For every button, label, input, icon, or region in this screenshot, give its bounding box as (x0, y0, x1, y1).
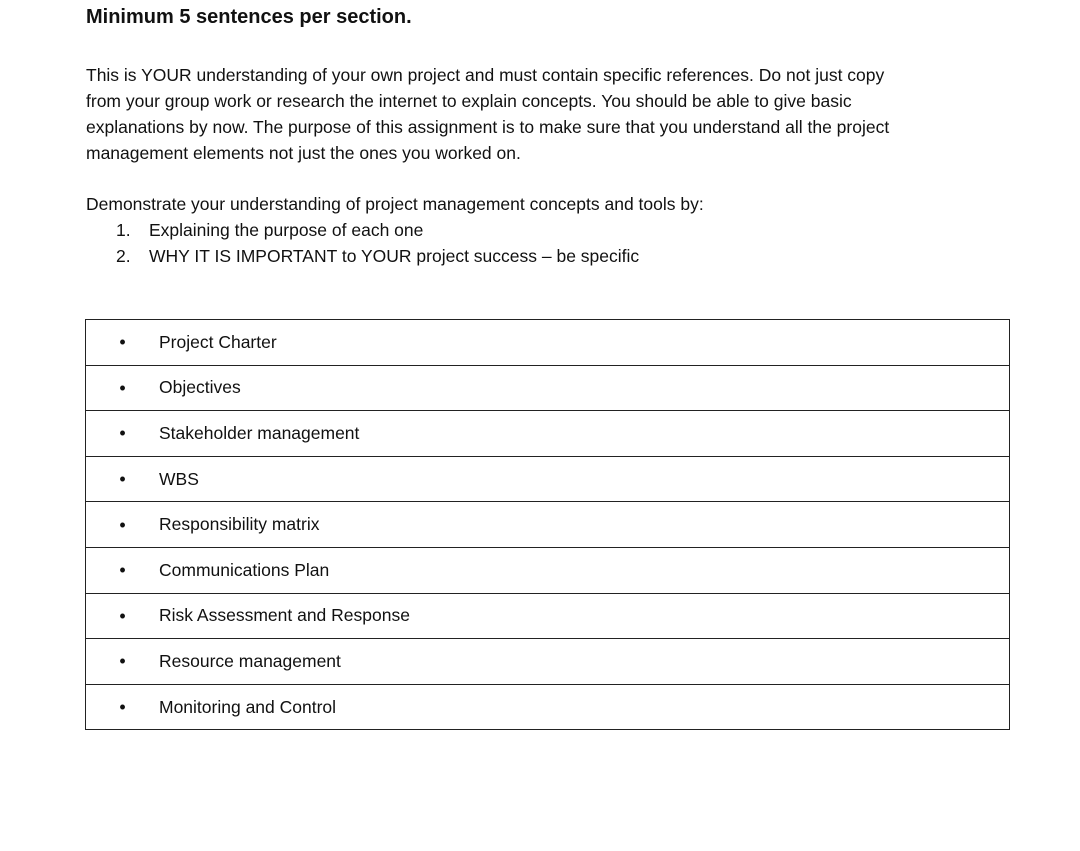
demonstrate-intro: Demonstrate your understanding of project management concepts and tools by: (86, 194, 704, 214)
table-row (86, 365, 1010, 411)
topic-label: Risk Assessment and Response (159, 605, 410, 626)
table-cell (86, 593, 1010, 639)
topic-label: Responsibility matrix (159, 514, 320, 535)
table-row (86, 547, 1010, 593)
topic-label: Stakeholder management (159, 422, 360, 443)
step-item (116, 217, 639, 243)
step-number: 2. (116, 246, 131, 266)
table-cell (86, 639, 1010, 685)
instructions-paragraph (86, 62, 1006, 166)
topic-label: Objectives (159, 377, 241, 398)
step-text: WHY IT IS IMPORTANT to YOUR project success – be specific (149, 246, 640, 266)
paragraph-line: explanations by now. The purpose of this assignment is to make sure that you understand all the project (86, 117, 890, 137)
bullet-icon: • (119, 697, 126, 718)
topic-label: Resource management (159, 650, 341, 671)
table-cell (86, 365, 1010, 411)
table-row (86, 456, 1010, 502)
topic-label: WBS (159, 468, 199, 489)
table-row (86, 502, 1010, 548)
table-cell (86, 502, 1010, 548)
paragraph-line: management elements not just the ones you worked on. (86, 143, 521, 163)
table-cell (86, 456, 1010, 502)
bullet-icon: • (119, 560, 126, 581)
table-cell (86, 547, 1010, 593)
step-item (116, 243, 639, 269)
bullet-icon: • (119, 332, 126, 353)
table-row (86, 593, 1010, 639)
bullet-icon: • (119, 469, 126, 490)
topics-table (85, 319, 1010, 730)
numbered-steps (116, 217, 639, 269)
step-text: Explaining the purpose of each one (149, 220, 424, 240)
table-cell (86, 411, 1010, 457)
table-row (86, 320, 1010, 366)
table-cell (86, 684, 1010, 730)
topic-label: Project Charter (159, 331, 277, 352)
step-number: 1. (116, 220, 131, 240)
paragraph-line: This is YOUR understanding of your own project and must contain specific references. Do not just copy (86, 65, 885, 85)
paragraph-line: from your group work or research the internet to explain concepts. You should be able to give basic (86, 91, 852, 111)
bullet-icon: • (119, 423, 126, 444)
topic-label: Monitoring and Control (159, 696, 337, 717)
section-heading: Minimum 5 sentences per section. (86, 6, 412, 28)
bullet-icon: • (119, 605, 126, 626)
table-row (86, 639, 1010, 685)
bullet-icon: • (119, 651, 126, 672)
bullet-icon: • (119, 377, 126, 398)
table-cell (86, 320, 1010, 366)
table-row (86, 411, 1010, 457)
bullet-icon: • (119, 514, 126, 535)
table-row (86, 684, 1010, 730)
topic-label: Communications Plan (159, 559, 330, 580)
